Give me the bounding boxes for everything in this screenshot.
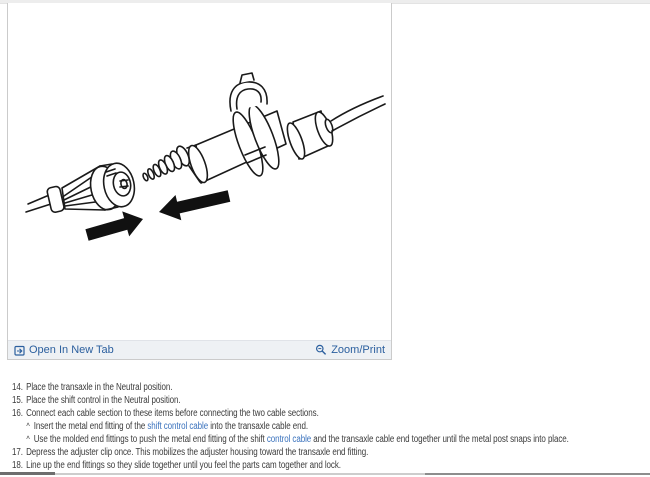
arrow-left-pointing	[159, 190, 230, 220]
bottom-edge-dark-segment	[0, 472, 55, 475]
magnifier-icon	[315, 344, 327, 356]
substep-text: and the transaxle cable end together until the metal post snaps into place.	[311, 434, 569, 445]
step-text: Place the transaxle in the Neutral position.	[26, 382, 173, 393]
cable-diagram	[8, 3, 391, 340]
instruction-step	[12, 394, 650, 407]
instruction-substep	[12, 420, 650, 433]
substep-bullet: ^	[26, 421, 30, 431]
step-number: 14.	[12, 382, 23, 393]
diagram-viewer-panel	[7, 3, 392, 360]
bottom-edge-light-segment	[55, 473, 425, 475]
instruction-substep	[12, 433, 650, 446]
instruction-step	[12, 381, 650, 394]
cable-diagram-svg	[8, 3, 391, 340]
step-number: 15.	[12, 395, 23, 406]
step-number: 18.	[12, 460, 23, 471]
step-text: Line up the end fittings so they slide together until you feel the parts cam together and lock.	[26, 460, 341, 471]
step-text: Depress the adjuster clip once. This mobilizes the adjuster housing toward the transaxle end fitting.	[26, 447, 369, 458]
open-in-new-tab-icon	[14, 345, 25, 356]
open-in-new-tab-link[interactable]	[14, 344, 114, 356]
instruction-list	[12, 381, 650, 472]
right-cable-lines	[331, 96, 385, 131]
ribbed-tip	[142, 144, 192, 181]
zoom-print-label: Zoom/Print	[331, 344, 385, 356]
open-in-new-tab-label: Open In New Tab	[29, 344, 114, 356]
substep-text: Use the molded end fittings to push the metal end fitting of the shift	[33, 434, 267, 445]
step-number: 16.	[12, 408, 23, 419]
step-number: 17.	[12, 447, 23, 458]
step-text: Connect each cable section to these items before connecting the two cable sections.	[26, 408, 319, 419]
step-text: Place the shift control in the Neutral position.	[26, 395, 181, 406]
shift-control-cable-link[interactable]: shift control cable	[147, 421, 209, 432]
bottom-edge-lines	[0, 471, 650, 477]
instruction-step	[12, 446, 650, 459]
control-cable-link[interactable]: control cable	[266, 434, 312, 445]
bottom-edge-medium-segment	[425, 473, 650, 475]
substep-text: Insert the metal end fitting of the	[33, 421, 148, 432]
arrow-right-pointing	[85, 211, 143, 240]
substep-bullet: ^	[26, 434, 30, 444]
diagram-footer-bar	[8, 340, 391, 359]
zoom-print-link[interactable]	[315, 344, 385, 356]
instruction-step	[12, 407, 650, 420]
substep-text: into the transaxle cable end.	[208, 421, 308, 432]
